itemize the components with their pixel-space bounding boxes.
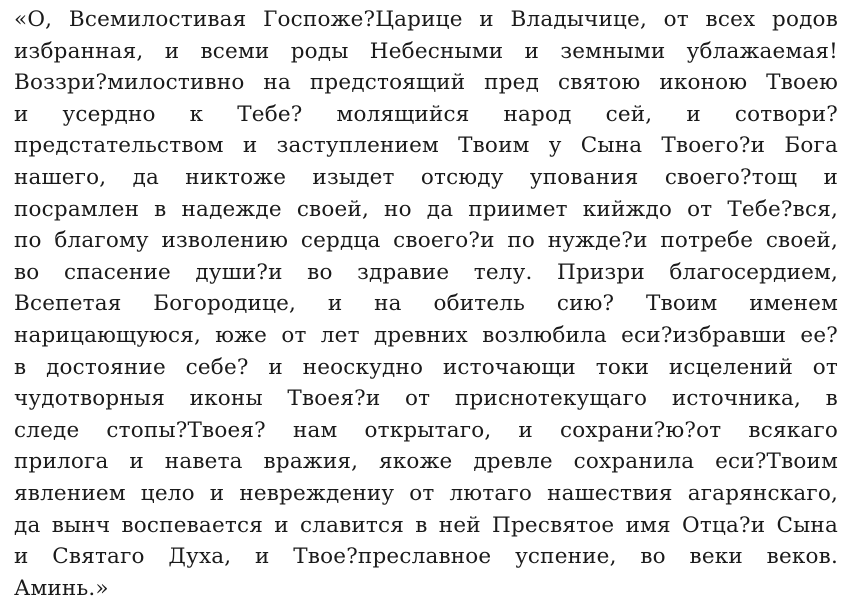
prayer-line: да вынч воспевается и славится в ней Пресвятое имя Отца?и Сына: [14, 512, 838, 538]
prayer-line: «О, Всемилостивая Госпоже?Царице и Владычице, от всех родов: [14, 7, 838, 32]
prayer-line: посрамлен в надежде своей, но да приимет кийждо от Тебе?вся,: [14, 196, 838, 222]
prayer-line: во спасение души?и во здравие телу. Призри благосердием,: [14, 259, 838, 285]
prayer-line: в достояние себе? и неоскудно источающи токи исцелений от: [14, 354, 838, 380]
prayer-line-final: Аминь.»: [14, 575, 109, 601]
prayer-text: [14, 4, 838, 604]
prayer-line: Всепетая Богородице, и на обитель сию? Твоим именем: [14, 291, 838, 317]
prayer-line: предстательством и заступлением Твоим у Сына Твоего?и Бога: [14, 133, 838, 159]
prayer-line: следе стопы?Твоея? нам открытаго, и сохрани?ю?от всякаго: [14, 417, 838, 443]
prayer-line: избранная, и всеми роды Небесными и земными ублажаемая!: [14, 38, 838, 64]
prayer-line: по благому изволению сердца своего?и по нужде?и потребе своей,: [14, 228, 838, 254]
prayer-line: нашего, да никтоже изыдет отсюду упования своего?тощ и: [14, 164, 838, 190]
prayer-line: прилога и навета вражия, якоже древле сохранила еси?Твоим: [14, 449, 838, 475]
prayer-line: нарицающуюся, юже от лет древних возлюбила еси?избравши ее?: [14, 322, 838, 348]
prayer-line: и усердно к Тебе? молящийся народ сей, и сотвори?: [14, 101, 838, 127]
prayer-line: явлением цело и невреждениу от лютаго нашествия агарянскаго,: [14, 480, 838, 506]
prayer-line: чудотворныя иконы Твоея?и от приснотекущаго источника, в: [14, 386, 838, 412]
prayer-line: и Святаго Духа, и Твое?преславное успение, во веки веков.: [14, 544, 838, 570]
prayer-line: Воззри?милостивно на предстоящий пред святою иконою Твоею: [14, 70, 838, 96]
